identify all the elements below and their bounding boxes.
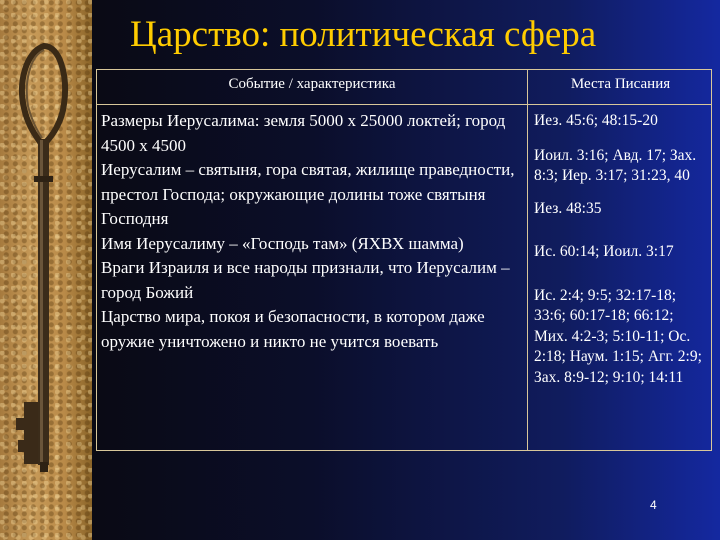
event-cell: Иерусалим – святыня, гора святая, жилище праведности, престол Господа; окружающие долины тоже святыня Господня bbox=[101, 160, 515, 228]
antique-key-icon bbox=[0, 0, 92, 540]
content-table bbox=[96, 69, 712, 451]
places-cell: Иоил. 3:16; Авд. 17; Зах. 8:3; Иер. 3:17; 31:23, 40 bbox=[534, 146, 697, 184]
places-cell: Ис. 60:14; Иоил. 3:17 bbox=[534, 243, 674, 260]
event-cell: Царство мира, покоя и безопасности, в котором даже оружие уничтожено и никто не учится воевать bbox=[101, 307, 485, 351]
places-column bbox=[534, 109, 710, 388]
header-event: Событие / характеристика bbox=[228, 76, 396, 92]
event-column bbox=[101, 109, 523, 354]
page-number: 4 bbox=[650, 498, 657, 512]
places-cell: Иез. 45:6; 48:15-20 bbox=[534, 112, 658, 129]
header-places: Места Писания bbox=[570, 76, 671, 92]
places-cell: Иез. 48:35 bbox=[534, 199, 602, 217]
header-divider bbox=[97, 104, 711, 105]
column-divider bbox=[527, 70, 528, 450]
decorative-sidebar bbox=[0, 0, 92, 540]
slide-title: Царство: политическая сфера bbox=[130, 14, 597, 55]
places-cell: Ис. 2:4; 9:5; 32:17-18; 33:6; 60:17-18; 66:12; Мих. 4:2-3; 5:10-11; Ос. 2:18; Наум. 1:15; Агг. 2:9; Зах. 8:9-12; 9:10; 14:11 bbox=[534, 286, 702, 386]
event-cell: Враги Израиля и все народы признали, что Иерусалим – город Божий bbox=[101, 258, 510, 302]
event-cell: Размеры Иерусалима: земля 5000 х 25000 локтей; город 4500 х 4500 bbox=[101, 111, 506, 155]
event-cell: Имя Иерусалиму – «Господь там» (ЯХВХ шамма) bbox=[101, 233, 464, 253]
